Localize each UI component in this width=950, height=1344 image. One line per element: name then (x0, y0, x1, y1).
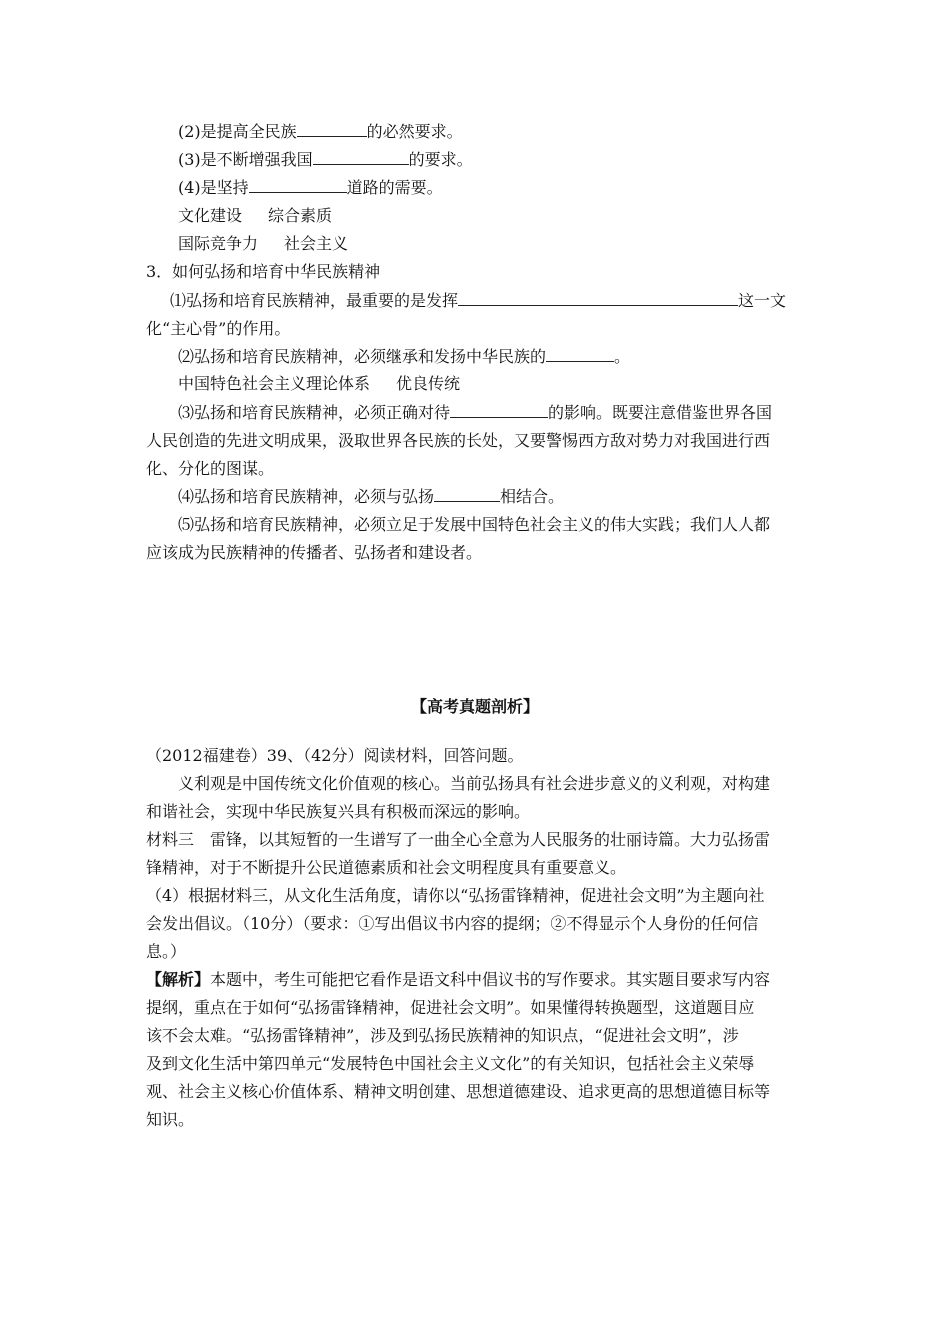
p3-item3-line2: 人民创造的先进文明成果，汲取世界各民族的长处，又要警惕西方敌对势力对我国进行西 (146, 431, 771, 450)
analysis-line5: 观、社会主义核心价值体系、精神文明创建、思想道德建设、追求更高的思想道德目标等 (146, 1082, 771, 1101)
answer-blank (297, 122, 367, 137)
p3-item1-cont: 化“主心骨”的作用。 (146, 319, 291, 338)
p3-item2 (178, 346, 630, 368)
analysis-line3: 该不会太难。“弘扬雷锋精神”，涉及到弘扬民族精神的知识点，“促进社会文明”，涉 (146, 1026, 739, 1045)
answer-blank (249, 178, 347, 193)
p3-heading: 3．如何弘扬和培育中华民族精神 (146, 262, 381, 281)
analysis-line1 (146, 969, 770, 991)
p3-item1-before: ⑴弘扬和培育民族精神，最重要的是发挥 (170, 291, 459, 310)
answer-blank (458, 291, 738, 306)
exam-question-line3: 息。） (146, 942, 187, 961)
p3-item5-line1: ⑸弘扬和培育民族精神，必须立足于发展中国特色社会主义的伟大实践；我们人人都 (178, 515, 771, 534)
p3-item2-after: 。 (614, 347, 631, 366)
p3-item4 (178, 486, 564, 508)
p2-item2-after: 的必然要求。 (366, 122, 463, 141)
exam-question-line2: 会发出倡议。（10分）（要求：①写出倡议书内容的提纲；②不得显示个人身份的任何信 (146, 914, 759, 933)
p2-answer-row-1 (178, 205, 332, 227)
p3-item3-before: ⑶弘扬和培育民族精神，必须正确对待 (178, 403, 451, 422)
p2-item3-after: 的要求。 (408, 150, 473, 169)
p2-answer-3: 国际竞争力 (178, 234, 259, 253)
answer-blank (546, 347, 614, 362)
p2-item4 (178, 177, 443, 199)
p3-answer-row (178, 373, 460, 395)
p2-answer-row-2 (178, 233, 348, 255)
p3-answer-2: 优良传统 (396, 374, 461, 393)
p3-item1 (170, 290, 786, 312)
p3-item2-before: ⑵弘扬和培育民族精神，必须继承和发扬中华民族的 (178, 347, 547, 366)
analysis-text-1: 本题中，考生可能把它看作是语文科中倡议书的写作要求。其实题目要求写内容 (210, 970, 771, 989)
answer-blank (434, 487, 500, 502)
p3-item1-after: 这一文 (738, 291, 787, 310)
analysis-line4: 及到文化生活中第四单元“发展特色中国社会主义文化”的有关知识，包括社会主义荣辱 (146, 1054, 755, 1073)
exam-question-line1: （4）根据材料三，从文化生活角度，请你以“弘扬雷锋精神，促进社会文明”为主题向社 (146, 886, 765, 905)
analysis-line6: 知识。 (146, 1110, 195, 1129)
p2-answer-4: 社会主义 (284, 234, 349, 253)
p3-item3 (178, 402, 772, 424)
p2-item4-after: 道路的需要。 (346, 178, 443, 197)
exam-intro-line2: 和谐社会，实现中华民族复兴具有积极而深远的影响。 (146, 802, 531, 821)
exam-material-line2: 锋精神，对于不断提升公民道德素质和社会文明程度具有重要意义。 (146, 858, 627, 877)
p2-item2-before: (2)是提高全民族 (178, 122, 297, 141)
analysis-line2: 提纲，重点在于如何“弘扬雷锋精神，促进社会文明”。如果懂得转换题型，这道题目应 (146, 998, 755, 1017)
p3-item4-after: 相结合。 (500, 487, 565, 506)
exam-source: （2012福建卷）39、（42分）阅读材料，回答问题。 (146, 746, 524, 765)
p2-answer-2: 综合素质 (268, 206, 333, 225)
exam-material-line1: 材料三 雷锋，以其短暂的一生谱写了一曲全心全意为人民服务的壮丽诗篇。大力弘扬雷 (146, 830, 771, 849)
p3-item4-before: ⑷弘扬和培育民族精神，必须与弘扬 (178, 487, 435, 506)
analysis-label: 【解析】 (146, 970, 211, 989)
p2-item3 (178, 149, 473, 171)
p2-answer-1: 文化建设 (178, 206, 243, 225)
answer-blank (450, 403, 548, 418)
p3-answer-1: 中国特色社会主义理论体系 (178, 374, 371, 393)
p3-item3-after: 的影响。既要注意借鉴世界各国 (548, 403, 773, 422)
p3-item5-line2: 应该成为民族精神的传播者、弘扬者和建设者。 (146, 543, 483, 562)
p2-item4-before: (4)是坚持 (178, 178, 249, 197)
answer-blank (313, 150, 409, 165)
p3-item3-line3: 化、分化的图谋。 (146, 459, 275, 478)
exam-intro-line1: 义利观是中国传统文化价值观的核心。当前弘扬具有社会进步意义的义利观，对构建 (178, 774, 771, 793)
p2-item2 (178, 121, 463, 143)
p2-item3-before: (3)是不断增强我国 (178, 150, 313, 169)
exam-section-title: 【高考真题剖析】 (410, 697, 539, 716)
